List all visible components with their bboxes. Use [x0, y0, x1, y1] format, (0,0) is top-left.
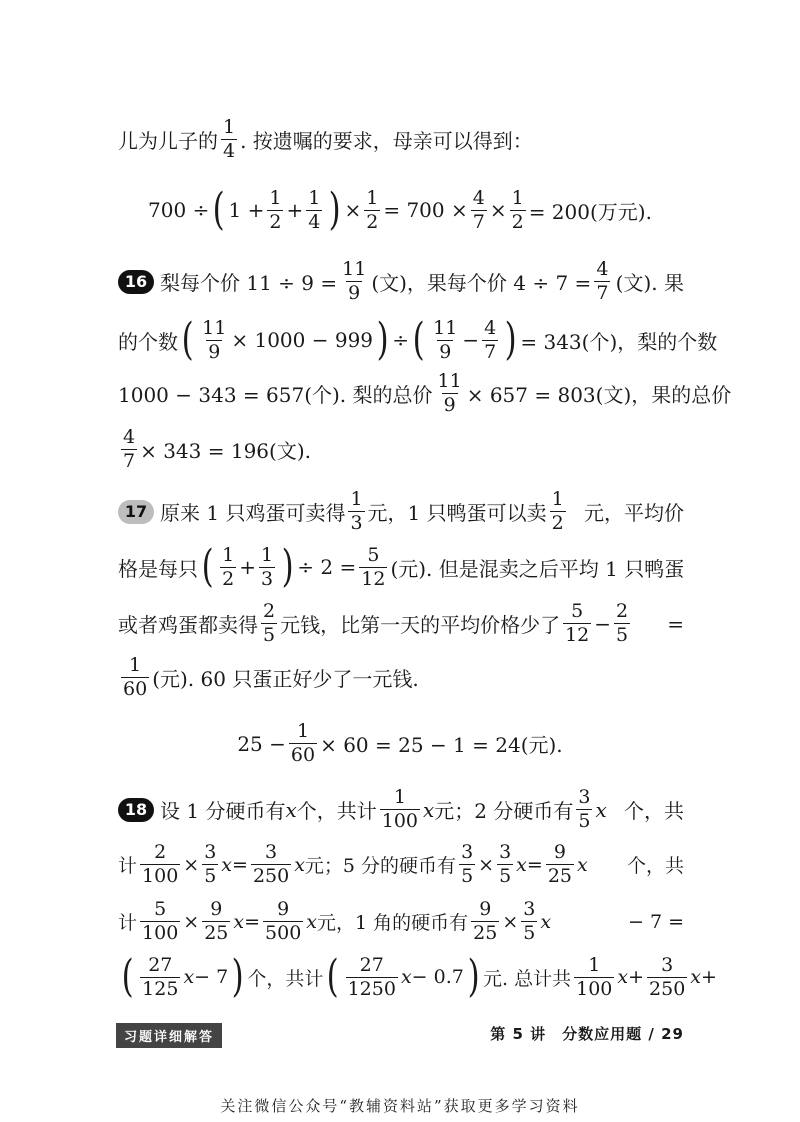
page-footer — [490, 1023, 684, 1044]
problem-number-badge: 17 — [118, 500, 154, 524]
problem-17-line-1: 17 原来 1 只鸡蛋可卖得 $\frac{1}{3}$ 元，1 只鸭蛋可以卖 $\frac{1}{2}$ 元，平均价 — [118, 490, 684, 533]
problem-17-line-4: $\frac{1}{60}$ (元). 60 只蛋正好少了一元钱. — [123, 654, 419, 700]
problem-18-line-1: 18 设 1 分硬币有 x 个，共计 $\frac{1}{100}$ x 元；2 分硬币有 $\frac{3}{5}$ x 个，共 — [118, 788, 684, 831]
problem-18-line-2: 计 $\frac{2}{100}$ × $\frac{3}{5}$ x = $\frac{3}{250}$ x 元；5 分的硬币有 $\frac{3}{5}$ × $\frac{3}{5}$ x = $\frac{9}{25}$ x 个，共 — [118, 841, 684, 887]
problem-17-line-3: 或者鸡蛋都卖得 $\frac{2}{5}$ 元钱，比第一天的平均价格少了 $\frac{5}{12}$ − $\frac{2}{5}$ = — [118, 600, 684, 646]
fraction: $\frac{1}{4}$ — [223, 116, 236, 162]
chapter-title: 第 5 讲 分数应用题 — [490, 1025, 643, 1043]
text: 儿为儿子的 — [118, 129, 218, 153]
problem-18-line-4: ( $\frac{27}{125}$ x − 7 ) 个，共计 ( $\frac{27}{1250}$ x − 0.7 ) 元. 总计共 $\frac{1}{100}$ x + $\frac{3}{250}$ x + — [121, 951, 717, 1002]
problem-16-line-4: $\frac{4}{7}$ × 343 = 196(文). — [123, 426, 311, 472]
text: . 按遗嘱的要求，母亲可以得到： — [240, 129, 533, 153]
footer-separator: / — [642, 1025, 662, 1043]
problem-18-line-3: 计 $\frac{5}{100}$ × $\frac{9}{25}$ x = $\frac{9}{500}$ x 元，1 角的硬币有 $\frac{9}{25}$ × $\frac{3}{5}$ x − 7 = — [118, 898, 684, 944]
section-tag: 习题详细解答 — [116, 1023, 222, 1048]
problem-16-line-1: 16 梨每个价 11 ÷ 9 = $\frac{11}{9}$ (文)，果每个价 4 ÷ 7 = $\frac{4}{7}$ (文). 果 — [118, 260, 684, 303]
page-number: 29 — [661, 1025, 684, 1043]
problem-number-badge: 16 — [118, 270, 154, 294]
problem-16-line-3: 1000 − 343 = 657(个). 梨的总价 $\frac{11}{9}$ × 657 = 803(文)，果的总价 — [118, 370, 732, 416]
equation: 25 − $\frac{1}{60}$ × 60 = 25 − 1 = 24(元). — [237, 720, 563, 766]
problem-16-line-2: 的个数 ( $\frac{11}{9}$ × 1000 − 999 ) ÷ ( $\frac{11}{9}$ − $\frac{4}{7}$ ) = 343(个)，梨的个数 — [118, 314, 718, 365]
problem-17-line-2: 格是每只 ( $\frac{1}{2}$ + $\frac{1}{3}$ ) ÷ 2 = $\frac{5}{12}$ (元). 但是混卖之后平均 1 只鸭蛋 — [118, 541, 685, 592]
watermark-text: 关注微信公众号“教辅资料站”获取更多学习资料 — [220, 1097, 580, 1115]
problem-number-badge: 18 — [118, 798, 154, 822]
equation: 700 ÷ ( 1 + $\frac{1}{2}$ + $\frac{1}{4}$ ) × $\frac{1}{2}$ = 700 × $\frac{4}{7}$ × $\frac{1}{2}$ = 200(万元). — [148, 184, 652, 235]
text-line — [118, 118, 684, 161]
